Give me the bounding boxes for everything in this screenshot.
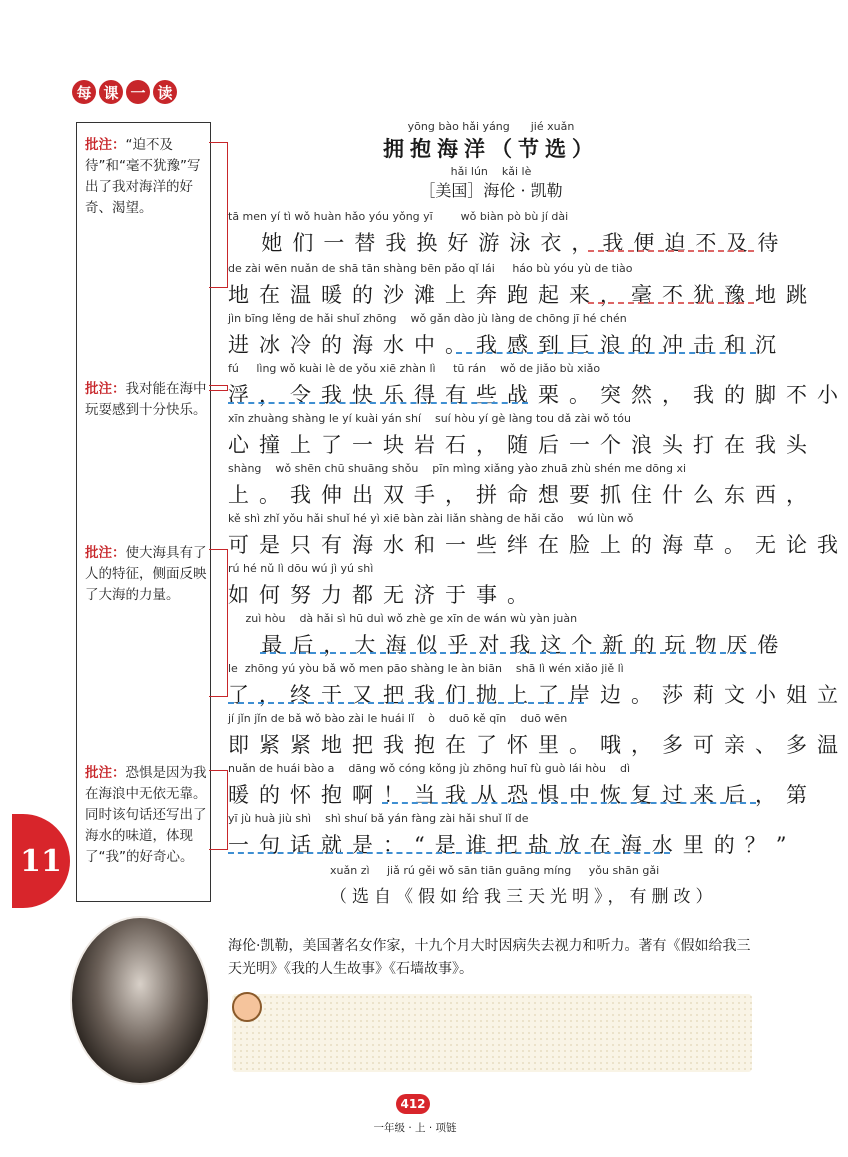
line-pinyin: jìn bīng lěng de hǎi shuǐ zhōng wǒ gǎn dào jù làng de chōng jī hé chén [228,312,627,325]
annotation-label: 批注： [85,381,126,397]
line-hanzi: 她们一替我换好游泳衣，我便迫不及待 [228,231,789,255]
line-hanzi: 上。我伸出双手，拼命想要抓住什么东西， [228,483,817,507]
underline-highlight [228,702,584,704]
line-hanzi: 即紧紧地把我抱在了怀里。哦，多可亲、多温 [228,733,848,757]
text-line [228,512,848,560]
underline-highlight [588,250,754,252]
annotation-text: 使大海具有了人的特征，侧面反映了大海的力量。 [85,545,207,603]
line-pinyin: xīn zhuàng shàng le yí kuài yán shí suí hòu yí gè làng tou dǎ zài wǒ tóu [228,412,631,425]
source-line [330,864,760,912]
author-bio: 海伦·凯勒，美国著名女作家，十九个月大时因病失去视力和听力。著有《假如给我三天光明》《我的人生故事》《石墙故事》。 [228,938,751,977]
text-line [228,712,848,760]
child-avatar-icon [232,992,262,1022]
line-pinyin: kě shì zhǐ yǒu hǎi shuǐ hé yì xiē bàn zài liǎn shàng de hǎi cǎo wú lùn wǒ [228,512,634,525]
annotation-text: “迫不及待”和“毫不犹豫”写出了我对海洋的好奇、渴望。 [85,137,201,216]
annotation-1 [85,135,209,219]
line-pinyin: tā men yí tì wǒ huàn hǎo yóu yǒng yī wǒ biàn pò bù jí dài [228,210,569,223]
badge-char: 课 [99,80,123,104]
underline-highlight [382,802,756,804]
text-line [228,462,817,510]
underline-highlight [588,302,754,304]
line-pinyin: zuì hòu dà hǎi sì hū duì wǒ zhè ge xīn de wán wù yàn juàn [228,612,578,625]
line-pinyin: yī jù huà jiù shì shì shuí bǎ yán fàng zài hǎi shuǐ lǐ de [228,812,529,825]
annotation-text: 恐惧是因为我在海浪中无依无靠。同时该句话还写出了海水的味道，体现了“我”的好奇心。 [85,765,207,865]
annotation-4 [85,763,209,868]
title-pinyin: yōng bào hǎi yáng jié xuǎn [407,120,575,133]
badge-char: 读 [153,80,177,104]
text-line [228,412,817,460]
line-hanzi: 一句话就是：“是谁把盐放在海水里的？” [228,833,797,857]
section-badge [72,80,177,104]
line-hanzi: 如何努力都无济于事。 [228,583,538,607]
author-portrait [70,916,210,1085]
line-hanzi: 最后，大海似乎对我这个新的玩物厌倦 [228,633,789,657]
underline-highlight [228,852,670,854]
lesson-number-tab: 11 [12,814,70,908]
annotation-label: 批注： [85,545,126,561]
line-pinyin: de zài wēn nuǎn de shā tān shàng bēn pǎo qǐ lái háo bù yóu yù de tiào [228,262,633,275]
annotation-connector [209,549,228,697]
footer-text: 一年级 · 上 · 项链 [373,1122,457,1134]
line-pinyin: jí jǐn jǐn de bǎ wǒ bào zài le huái lǐ ò duō kě qīn duō wēn [228,712,568,725]
line-hanzi: 浮，令我快乐得有些战栗。突然，我的脚不小 [228,383,848,407]
line-hanzi: 进冰冷的海水中。我感到巨浪的冲击和沉 [228,333,786,357]
annotation-connector [209,770,228,850]
notes-area [232,994,752,1072]
source-text: （选自《假如给我三天光明》，有删改） [330,887,718,907]
annotation-connector [209,142,228,288]
page-title: 拥抱海洋（节选） [383,136,599,161]
page-number: 412 [396,1094,430,1114]
annotation-connector [209,385,228,391]
line-hanzi: 心撞上了一块岩石，随后一个浪头打在我头 [228,433,817,457]
text-line [228,562,756,610]
line-hanzi: 了，终于又把我们抛上了岸边。莎莉文小姐立 [228,683,848,707]
line-hanzi: 地在温暖的沙滩上奔跑起来，毫不犹豫地跳 [228,283,817,307]
line-pinyin: fú lìng wǒ kuài lè de yǒu xiē zhàn lì tū rán wǒ de jiǎo bù xiǎo [228,362,601,375]
author-pinyin: hǎi lún kǎi lè [450,165,532,178]
annotation-text: 我对能在海中玩耍感到十分快乐。 [85,381,207,418]
line-hanzi: 可是只有海水和一些绊在脸上的海草。无论我 [228,533,848,557]
annotation-label: 批注： [85,765,126,781]
annotation-sidebar [76,122,211,902]
line-pinyin: rú hé nǔ lì dōu wú jì yú shì [228,562,374,575]
annotation-3 [85,543,209,606]
line-pinyin: nuǎn de huái bào a dāng wǒ cóng kǒng jù zhōng huī fù guò lái hòu dì [228,762,631,775]
line-pinyin: le zhōng yú yòu bǎ wǒ men pāo shàng le àn biān shā lì wén xiǎo jiě lì [228,662,624,675]
title-block [376,120,606,201]
annotation-2 [85,379,209,421]
line-hanzi: 暖的怀抱啊！当我从恐惧中恢复过来后，第 [228,783,817,807]
source-pinyin: xuǎn zì jiǎ rú gěi wǒ sān tiān guāng míng yǒu shān gǎi [330,864,660,877]
badge-char: 一 [126,80,150,104]
author-line: ［美国］海伦 · 凯勒 [419,181,563,200]
badge-char: 每 [72,80,96,104]
annotation-label: 批注： [85,137,126,153]
underline-highlight [260,652,756,654]
underline-highlight [228,402,528,404]
underline-highlight [456,352,756,354]
line-pinyin: shàng wǒ shēn chū shuāng shǒu pīn mìng xiǎng yào zhuā zhù shén me dōng xi [228,462,687,475]
